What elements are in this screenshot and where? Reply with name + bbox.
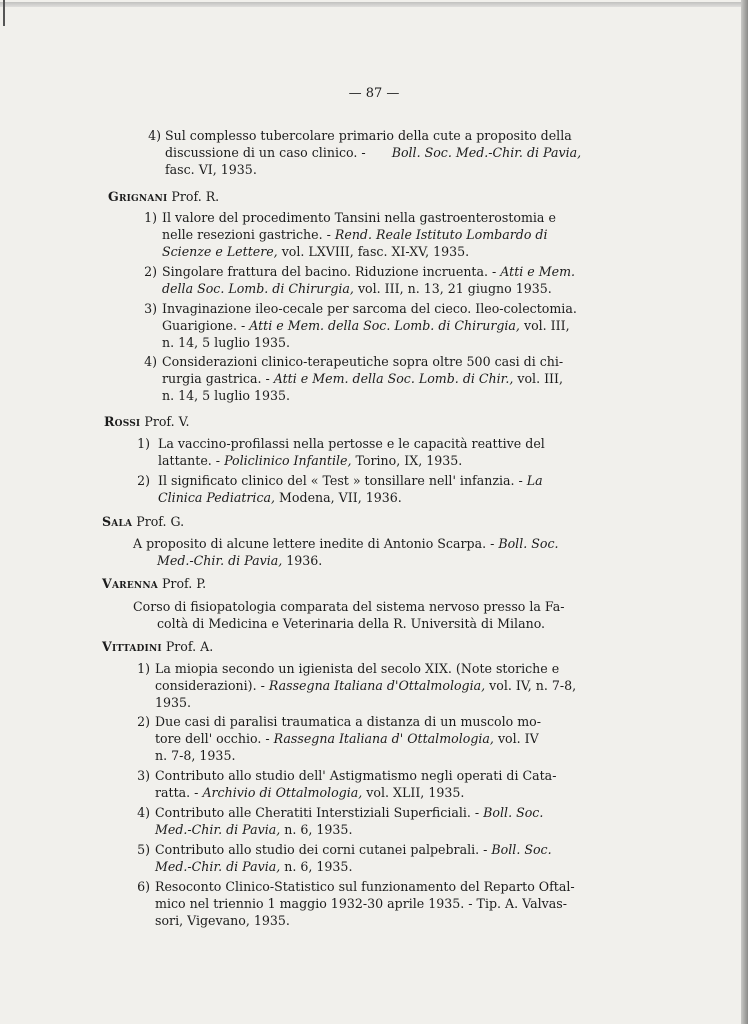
bibliography-entry: Singolare frattura del bacino. Riduzione incruenta. - Atti e Mem. della Soc. Lomb. di Chirurgia, vol. III, n. 13, 21 giugno 1935.	[162, 264, 576, 296]
bibliography-entry: A proposito di alcune lettere inedite di Antonio Scarpa. - Boll. Soc. Med.-Chir. di Pavia, 1936.	[133, 536, 559, 568]
author-heading: Rossi Prof. V.	[104, 414, 190, 429]
entry-number: 1)	[144, 210, 157, 225]
bibliography-entry: Due casi di paralisi traumatica a distanza di un muscolo mo- tore dell' occhio. - Rassegna Italiana d' Ottalmologia, vol. IV n. 7-8, 1935.	[155, 714, 542, 763]
bibliography-entry: La vaccino-profilassi nella pertosse e le capacità reattive del lattante. - Policlinico Infantile, Torino, IX, 1935.	[158, 436, 545, 468]
entry-number: 2)	[144, 264, 157, 279]
entry-number: 3)	[137, 768, 150, 783]
page-number: — 87 —	[348, 86, 400, 101]
entry-number: 6)	[137, 879, 150, 894]
bibliography-entry: Corso di fisiopatologia comparata del sistema nervoso presso la Fa- coltà di Medicina e Veterinaria della R. Università di Milano.	[133, 599, 565, 631]
bibliography-entry: Sul complesso tubercolare primario della cute a proposito della discussione di un caso clinico. - Boll. Soc. Med.-Chir. di Pavia, fasc. VI, 1935.	[165, 128, 582, 177]
bibliography-entry: Contributo allo studio dei corni cutanei palpebrali. - Boll. Soc. Med.-Chir. di Pavia, n. 6, 1935.	[155, 842, 552, 874]
author-heading: Grignani Prof. R.	[108, 189, 220, 204]
bibliography-entry: Resoconto Clinico-Statistico sul funzionamento del Reparto Oftal- mico nel triennio 1 maggio 1932-30 aprile 1935. - Tip. A. Valvas- sori, Vigevano, 1935.	[155, 879, 575, 928]
entry-number: 2)	[137, 714, 150, 729]
author-heading: Varenna Prof. P.	[102, 576, 207, 591]
bibliography-entry: Contributo alle Cheratiti Interstiziali Superficiali. - Boll. Soc. Med.-Chir. di Pavia, n. 6, 1935.	[155, 805, 544, 837]
bibliography-entry: La miopia secondo un igienista del secolo XIX. (Note storiche e considerazioni). - Rassegna Italiana d'Ottalmologia, vol. IV, n. 7-8, 1935.	[155, 661, 577, 710]
bibliography-entry: Il significato clinico del « Test » tonsillare nell' infanzia. - La Clinica Pediatrica, Modena, VII, 1936.	[158, 473, 543, 505]
entry-number: 4)	[148, 128, 161, 143]
entry-number: 3)	[144, 301, 157, 316]
bibliography-entry: Considerazioni clinico-terapeutiche sopra oltre 500 casi di chi- rurgia gastrica. - Atti e Mem. della Soc. Lomb. di Chir., vol. III, n. 14, 5 luglio 1935.	[162, 354, 564, 403]
scan-left-mark	[3, 0, 5, 26]
scan-right-edge	[741, 0, 748, 1024]
entry-number: 4)	[137, 805, 150, 820]
entry-number: 4)	[144, 354, 157, 369]
author-heading: Sala Prof. G.	[102, 514, 185, 529]
entry-number: 5)	[137, 842, 150, 857]
entry-number: 1)	[137, 661, 150, 676]
author-heading: Vittadini Prof. A.	[102, 639, 214, 654]
bibliography-entry: Invaginazione ileo-cecale per sarcoma del cieco. Ileo-colectomia. Guarigione. - Atti e Mem. della Soc. Lomb. di Chirurgia, vol. III, n. 14, 5 luglio 1935.	[162, 301, 577, 350]
bibliography-entry: Il valore del procedimento Tansini nella gastroenterostomia e nelle resezioni gastriche. - Rend. Reale Istituto Lombardo di Scienze e Lettere, vol. LXVIII, fasc. XI-XV, 1935.	[162, 210, 556, 259]
bibliography-entry: Contributo allo studio dell' Astigmatismo negli operati di Cata- ratta. - Archivio di Ottalmologia, vol. XLII, 1935.	[155, 768, 557, 800]
entry-number: 2)	[137, 473, 150, 488]
entry-number: 1)	[137, 436, 150, 451]
scan-top-edge	[0, 2, 748, 7]
